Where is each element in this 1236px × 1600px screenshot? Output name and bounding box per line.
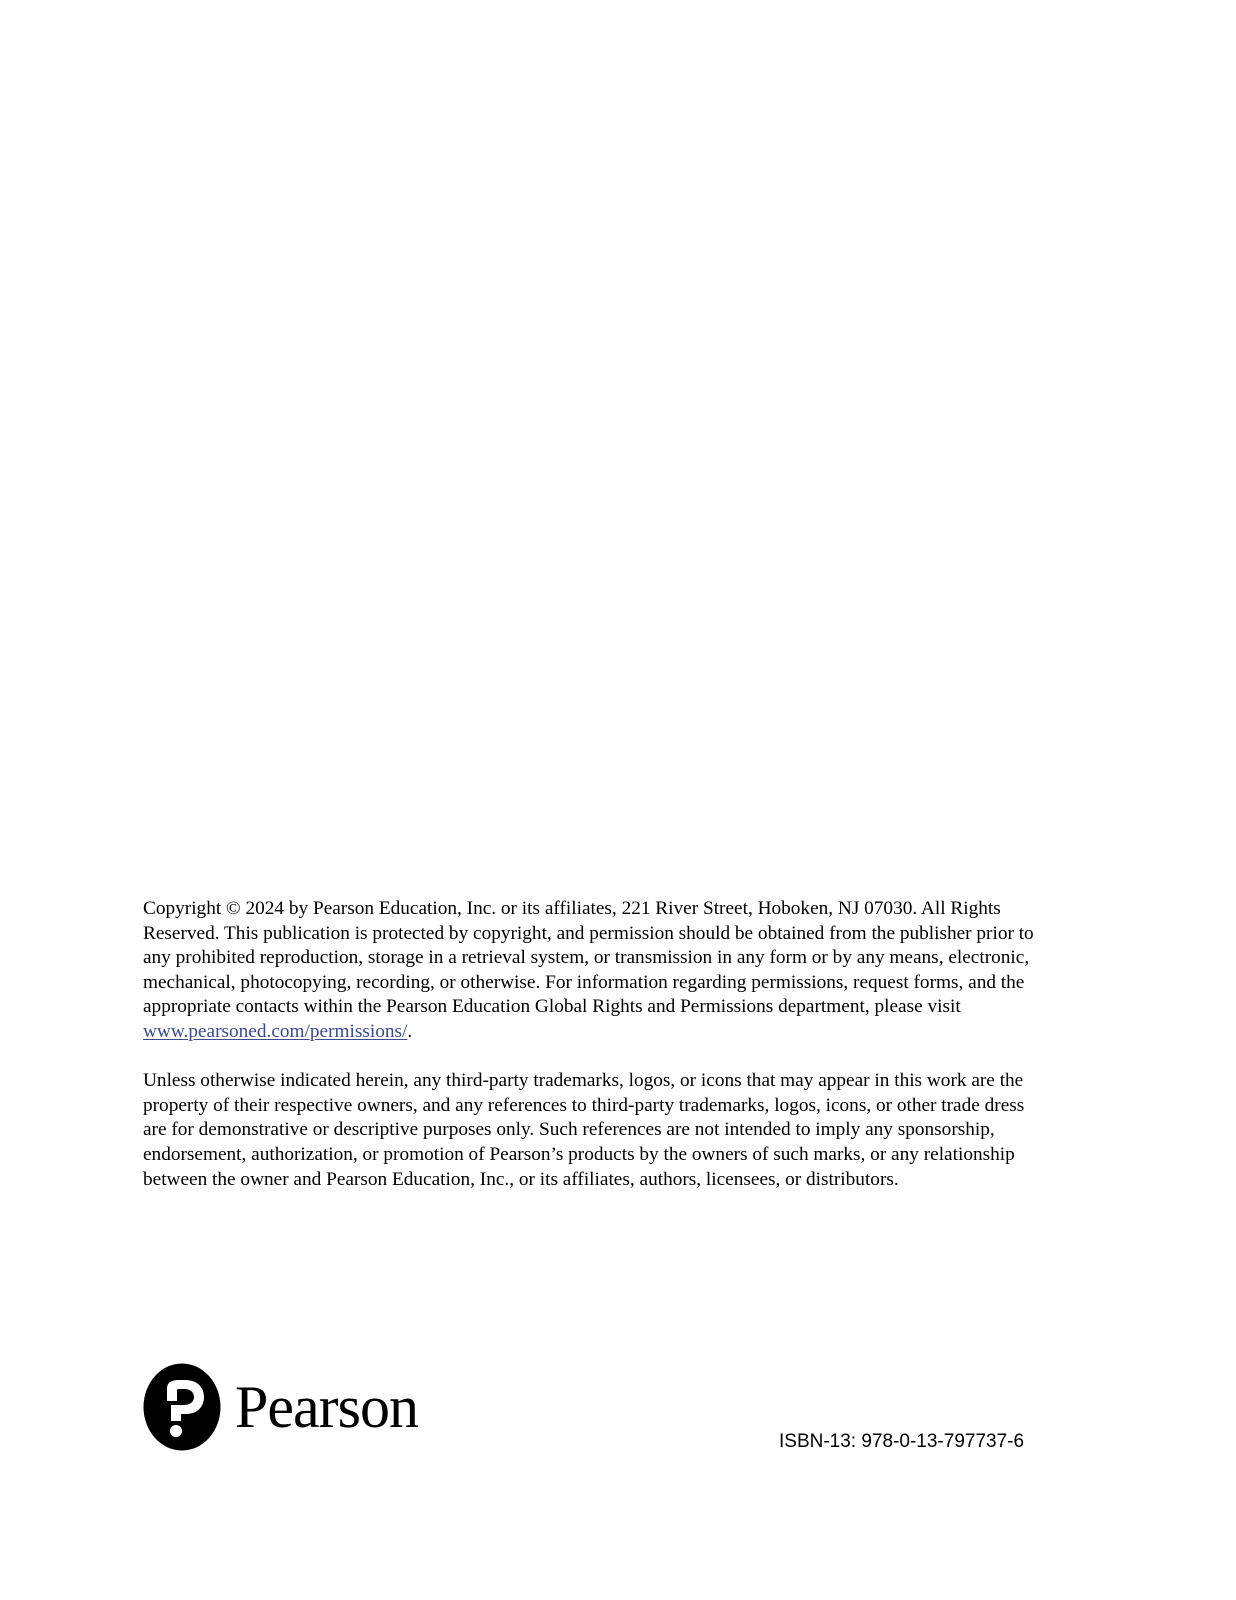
copyright-paragraph [143, 897, 1048, 1045]
pearson-logo-icon [143, 1363, 221, 1451]
copyright-paragraph-end: . [407, 1020, 413, 1042]
trademark-paragraph: Unless otherwise indicated herein, any third-party trademarks, logos, or icons that may appear in this work are the property of their respective owners, and any references to third-party trademarks, logos, icons, or other trade dress are for demonstrative or descriptive purposes only. Such references are not intended to imply any sponsorship, endorsement, authorization, or promotion of Pearson’s products by the owners of such marks, or any relationship between the owner and Pearson Education, Inc., or its affiliates, authors, licensees, or distributors. [143, 1070, 1025, 1190]
copyright-text: Copyright © 2024 by Pearson Education, Inc. or its affiliates, 221 River Street, Hoboken, NJ 07030. All Rights Reserved. This publication is protected by copyright, and permission should be obtained from the publisher prior to any prohibited reproduction, storage in a retrieval system, or transmission in any form or by any means, electronic, mechanical, photocopying, recording, or otherwise. For information regarding permissions, request forms, and the appropriate contacts within the Pearson Education Global Rights and Permissions department, please visit [143, 898, 1034, 1018]
permissions-link[interactable]: www.pearsoned.com/permissions/ [143, 1020, 408, 1042]
pearson-wordmark: Pearson [235, 1374, 418, 1440]
pearson-logo [143, 1363, 418, 1451]
copyright-notice [143, 897, 1048, 1192]
isbn-number: ISBN-13: 978-0-13-797737-6 [779, 1431, 1025, 1452]
